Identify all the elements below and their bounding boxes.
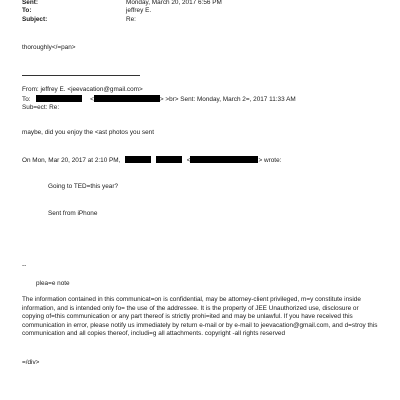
to-line-prefix: To:: [22, 96, 31, 103]
closing-line: =/div>: [22, 359, 40, 366]
on-wrote-prefix: On Mon, Mar 20, 2017 at 2:10 PM,: [22, 157, 121, 164]
to-line-lt: <: [90, 96, 94, 103]
redaction-bar: [156, 156, 182, 163]
quote-line-2: Sent from iPhone: [48, 210, 98, 217]
sent-label: Sent:: [22, 0, 38, 6]
redaction-bar: [94, 95, 160, 102]
to-line: [22, 95, 296, 105]
to-line-suffix: > >br> Sent: Monday, March 2=, 2017 11:33 AM: [159, 96, 296, 103]
to-label: To:: [22, 7, 32, 14]
maybe-line: maybe, did you enjoy the <ast photos you sent: [22, 129, 154, 136]
please-note: plea=e note: [36, 280, 70, 287]
redaction-bar: [190, 156, 258, 163]
body-line-1: thoroughly</=pan>: [22, 44, 76, 51]
divider-rule: [22, 75, 140, 76]
signature-dashes: --: [22, 262, 27, 269]
on-wrote-line: [22, 156, 281, 166]
redaction-bar: [125, 156, 151, 163]
on-wrote-lt: <: [186, 157, 191, 164]
subject-line: Sub=ect: Re:: [22, 104, 60, 111]
confidentiality-disclaimer: The information contained in this communicat=on is confidential, may be attorney-client privileged, m=y constitute inside information, and is intended only fo= the use of the addressee. It is the property of JEE Unauthorized use, disclosure or copying of=this communication or any part thereof is strictly prohi=ited and may be unlawful. If you have received this communication in error, please notify us immediately by return e-mail or by e-mail to jeevacation@gmail.com, and d=stroy this communication and all copies thereof, includi=g all attachments. copyright -all rights reserved: [22, 296, 378, 338]
quote-line-1: Going to TED=this year?: [48, 183, 119, 190]
to-value: jeffrey E.: [126, 7, 152, 14]
sent-value: Monday, March 20, 2017 6:56 PM: [126, 0, 222, 6]
subject-value: Re:: [126, 16, 136, 23]
redaction-bar: [36, 95, 82, 102]
subject-label: Subject:: [22, 16, 48, 23]
on-wrote-suffix: > wrote:: [258, 157, 282, 164]
from-line: From: jeffrey E. <jeevacation@gmail.com>: [22, 86, 143, 93]
